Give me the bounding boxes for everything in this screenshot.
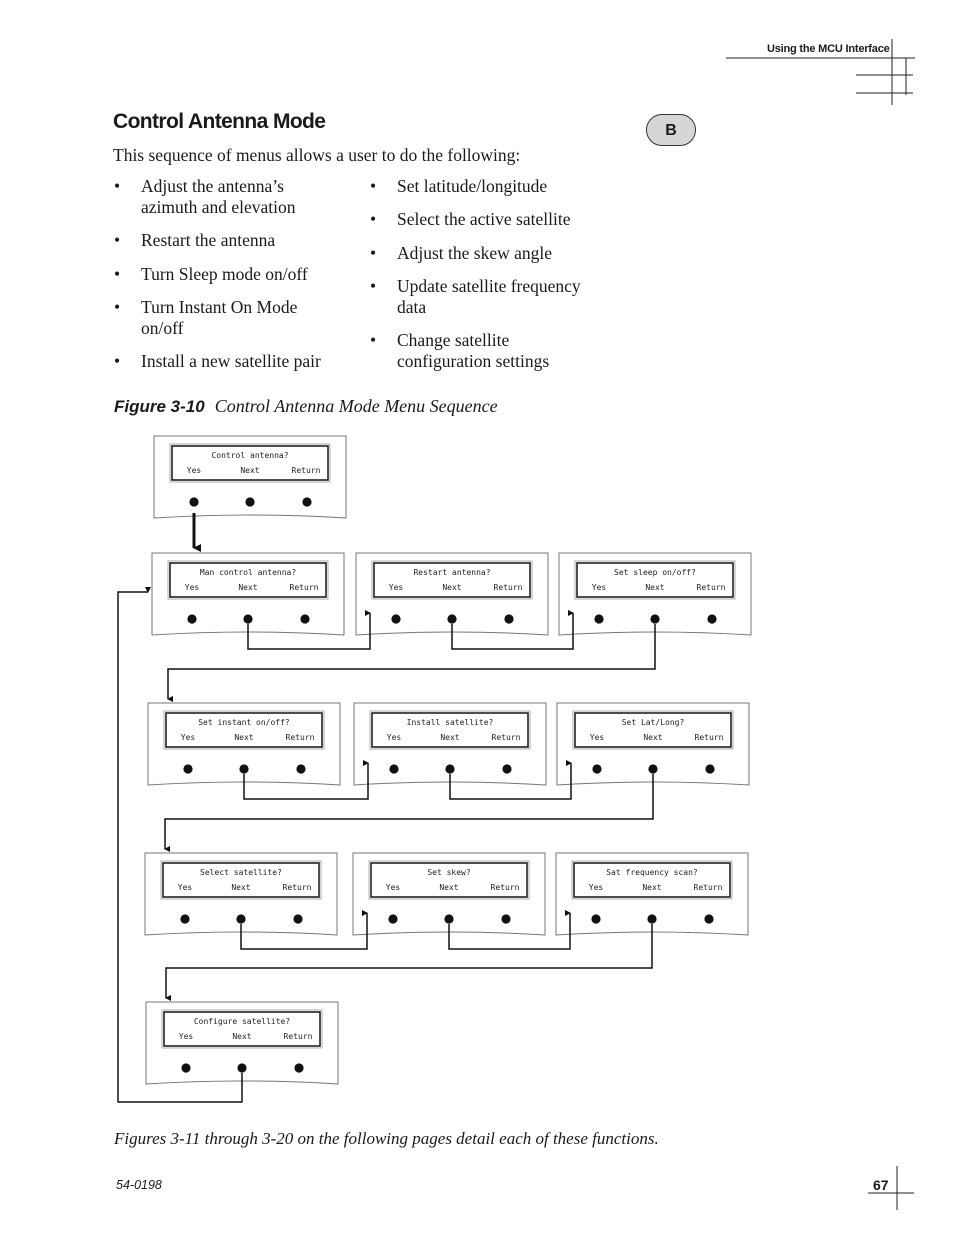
- lcd-option-return: Return: [491, 733, 521, 742]
- page-title: Control Antenna Mode: [113, 110, 326, 133]
- lcd-prompt: Set skew?: [427, 868, 471, 877]
- mcu-button[interactable]: [189, 497, 198, 506]
- figure-title: Control Antenna Mode Menu Sequence: [214, 396, 498, 416]
- lcd-option-next: Next: [234, 733, 254, 742]
- mcu-screen-panel: [557, 703, 749, 785]
- lcd-option-yes: Yes: [178, 1032, 194, 1041]
- lcd-option-next: Next: [240, 466, 260, 475]
- page-number: 67: [873, 1177, 889, 1193]
- mcu-button[interactable]: [591, 914, 600, 923]
- lcd-option-return: Return: [493, 583, 523, 592]
- mcu-button[interactable]: [236, 914, 245, 923]
- mcu-screen-panel: [556, 853, 748, 935]
- mcu-button[interactable]: [705, 764, 714, 773]
- lcd-option-return: Return: [291, 466, 321, 475]
- lcd-option-yes: Yes: [588, 883, 604, 892]
- bullet-dot: •: [370, 276, 377, 296]
- lcd-option-next: Next: [643, 733, 663, 742]
- mcu-button[interactable]: [389, 764, 398, 773]
- lcd-option-yes: Yes: [388, 583, 404, 592]
- mcu-screen-panel: [152, 553, 344, 635]
- mcu-button[interactable]: [388, 914, 397, 923]
- lcd-prompt: Configure satellite?: [193, 1017, 291, 1026]
- mcu-button[interactable]: [704, 914, 713, 923]
- lcd-option-yes: Yes: [385, 883, 401, 892]
- mcu-button[interactable]: [294, 1063, 303, 1072]
- mcu-screen-panel: [148, 703, 340, 785]
- mcu-button[interactable]: [300, 614, 309, 623]
- flow-connector: [168, 624, 655, 699]
- mcu-button[interactable]: [594, 614, 603, 623]
- lcd-prompt: Set instant on/off?: [198, 718, 290, 727]
- bullet-dot: •: [370, 209, 377, 229]
- mcu-button[interactable]: [237, 1063, 246, 1072]
- mcu-screen-panel: [559, 553, 751, 635]
- mcu-button[interactable]: [445, 764, 454, 773]
- mcu-button[interactable]: [183, 764, 192, 773]
- lcd-option-next: Next: [439, 883, 459, 892]
- lcd-option-next: Next: [642, 883, 662, 892]
- lcd-option-next: Next: [440, 733, 460, 742]
- lcd-prompt: Control antenna?: [211, 451, 289, 460]
- lcd-option-yes: Yes: [177, 883, 193, 892]
- mcu-button[interactable]: [243, 614, 252, 623]
- lcd-option-yes: Yes: [589, 733, 605, 742]
- lcd-option-yes: Yes: [386, 733, 402, 742]
- lcd-prompt: Select satellite?: [200, 868, 282, 877]
- mcu-button[interactable]: [444, 914, 453, 923]
- mcu-button[interactable]: [501, 914, 510, 923]
- mcu-screen-panel: [146, 1002, 338, 1084]
- bullet-dot: •: [114, 264, 121, 284]
- mcu-button[interactable]: [707, 614, 716, 623]
- mcu-button[interactable]: [187, 614, 196, 623]
- bullet-dot: •: [114, 176, 121, 196]
- lcd-prompt: Restart antenna?: [413, 568, 491, 577]
- intro-text: This sequence of menus allows a user to do the following:: [113, 145, 521, 165]
- mcu-button[interactable]: [239, 764, 248, 773]
- mcu-button[interactable]: [391, 614, 400, 623]
- bullet-dot: •: [114, 230, 121, 250]
- mcu-screen-panel: [354, 703, 546, 785]
- mcu-button[interactable]: [504, 614, 513, 623]
- figure-label: Figure 3-10: [114, 397, 205, 416]
- lcd-option-return: Return: [289, 583, 319, 592]
- lcd-prompt: Sat frequency scan?: [606, 868, 698, 877]
- lcd-option-return: Return: [490, 883, 520, 892]
- bullet-dot: •: [114, 351, 121, 371]
- lcd-option-yes: Yes: [591, 583, 607, 592]
- bullet-dot: •: [370, 330, 377, 350]
- mcu-screen-panel: [145, 853, 337, 935]
- lcd-prompt: Install satellite?: [406, 718, 494, 727]
- mcu-button[interactable]: [648, 764, 657, 773]
- mcu-button[interactable]: [647, 914, 656, 923]
- footer-crop-marks: [840, 1160, 920, 1215]
- bullet-dot: •: [370, 243, 377, 263]
- lcd-option-return: Return: [694, 733, 724, 742]
- mcu-button[interactable]: [302, 497, 311, 506]
- mcu-button[interactable]: [296, 764, 305, 773]
- document-number: 54-0198: [116, 1178, 162, 1192]
- flow-connector: [165, 774, 653, 849]
- mcu-screen-panel: [154, 436, 346, 518]
- lcd-option-return: Return: [285, 733, 315, 742]
- mcu-screen-panel: [356, 553, 548, 635]
- lcd-option-yes: Yes: [180, 733, 196, 742]
- running-header: Using the MCU Interface: [767, 43, 890, 55]
- mcu-button[interactable]: [180, 914, 189, 923]
- mcu-button[interactable]: [447, 614, 456, 623]
- mcu-button[interactable]: [245, 497, 254, 506]
- mcu-button[interactable]: [181, 1063, 190, 1072]
- lcd-prompt: Man control antenna?: [199, 568, 297, 577]
- lcd-option-return: Return: [283, 1032, 313, 1041]
- lcd-option-next: Next: [231, 883, 251, 892]
- lcd-option-yes: Yes: [186, 466, 202, 475]
- bullet-dot: •: [370, 176, 377, 196]
- lcd-option-next: Next: [232, 1032, 252, 1041]
- lcd-option-yes: Yes: [184, 583, 200, 592]
- mcu-button[interactable]: [502, 764, 511, 773]
- lcd-option-return: Return: [693, 883, 723, 892]
- bullet-dot: •: [114, 297, 121, 317]
- mcu-button[interactable]: [293, 914, 302, 923]
- section-tab: B: [646, 114, 696, 146]
- lcd-option-next: Next: [645, 583, 665, 592]
- flow-connector: [166, 924, 652, 998]
- mcu-button[interactable]: [592, 764, 601, 773]
- lcd-option-return: Return: [696, 583, 726, 592]
- lcd-option-return: Return: [282, 883, 312, 892]
- mcu-screen-panel: [353, 853, 545, 935]
- lcd-prompt: Set sleep on/off?: [614, 568, 696, 577]
- mcu-button[interactable]: [650, 614, 659, 623]
- lcd-prompt: Set Lat/Long?: [621, 718, 685, 727]
- footer-note: Figures 3-11 through 3-20 on the following pages detail each of these functions.: [114, 1129, 659, 1148]
- lcd-option-next: Next: [238, 583, 258, 592]
- lcd-option-next: Next: [442, 583, 462, 592]
